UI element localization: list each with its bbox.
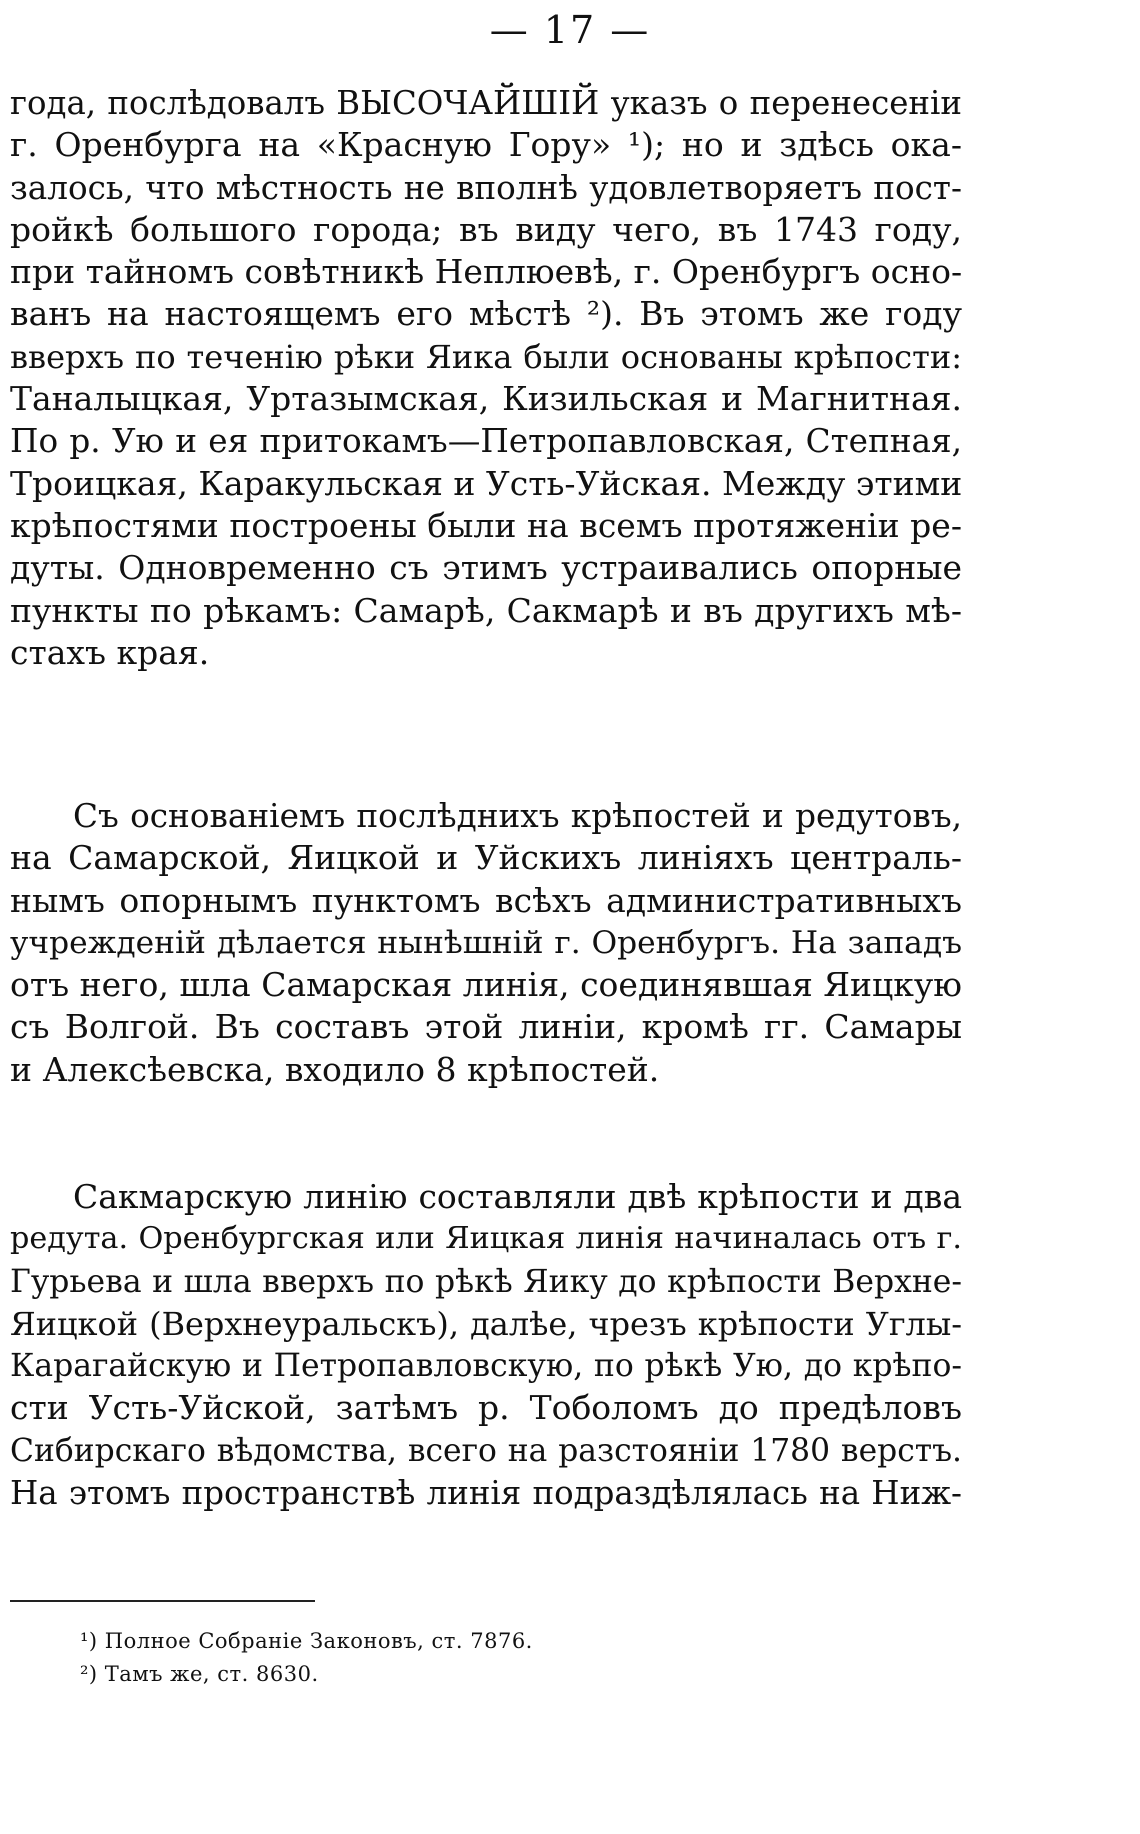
text-line: при тайномъ совѣтникѣ Неплюевѣ, г. Оренбургъ осно- (10, 252, 963, 292)
footnote-divider (10, 1600, 315, 1602)
text-line: Карагайскую и Петропавловскую, по рѣкѣ Ую, до крѣпо- (10, 1348, 962, 1385)
paragraph-1 (10, 82, 962, 674)
text-line: нымъ опорнымъ пунктомъ всѣхъ административныхъ (10, 880, 962, 920)
footnote-1: ¹) Полное Собраніе Законовъ, ст. 7876. (80, 1629, 533, 1653)
text-line: вверхъ по теченію рѣки Яика были основаны крѣпости: (10, 337, 962, 376)
text-line: крѣпостями построены были на всемъ протяженіи ре- (10, 505, 962, 545)
text-line: ванъ на настоящемъ его мѣстѣ ²). Въ этомъ же году (10, 294, 962, 334)
text-line: ройкѣ большого города; въ виду чего, въ 1743 году, (10, 209, 962, 249)
text-line: съ Волгой. Въ составъ этой линіи, кромѣ гг. Самары (10, 1007, 962, 1047)
page-number: — 17 — (489, 8, 651, 52)
text-line: Троицкая, Каракульская и Усть-Уйская. Между этими (10, 463, 963, 503)
text-line: На этомъ пространствѣ линія подраздѣлялась на Ниж- (10, 1474, 962, 1513)
text-line: редута. Оренбургская или Яицкая линія начиналась отъ г. (10, 1221, 962, 1257)
text-line: сти Усть-Уйской, затѣмъ р. Тоболомъ до предѣловъ (10, 1388, 962, 1428)
paragraph-2 (10, 795, 962, 1091)
footnotes (80, 1625, 780, 1691)
text-line: учрежденій дѣлается нынѣшній г. Оренбургъ. На западъ (10, 924, 962, 961)
text-line: стахъ края. (10, 632, 210, 672)
text-line: дуты. Одновременно съ этимъ устраивались опорные (10, 548, 962, 588)
text-line: отъ него, шла Самарская линія, соединявшая Яицкую (10, 965, 962, 1005)
text-line: залось, что мѣстность не вполнѣ удовлетворяетъ пост- (10, 168, 962, 207)
text-line: Сибирскаго вѣдомства, всего на разстояніи 1780 верстъ. (10, 1432, 962, 1469)
footnote-2: ²) Тамъ же, ст. 8630. (80, 1662, 319, 1686)
text-line: на Самарской, Яицкой и Уйскихъ линіяхъ централь- (10, 838, 962, 878)
text-line: г. Оренбурга на «Красную Гору» ¹); но и здѣсь ока- (10, 125, 962, 165)
text-line: Съ основаніемъ послѣднихъ крѣпостей и редутовъ, (73, 797, 962, 835)
text-line: пункты по рѣкамъ: Самарѣ, Сакмарѣ и въ другихъ мѣ- (10, 590, 962, 630)
text-line: Гурьева и шла вверхъ по рѣкѣ Яику до крѣпости Верхне- (10, 1263, 962, 1300)
text-line: Яицкой (Верхнеуральскъ), далѣе, чрезъ крѣпости Углы- (10, 1304, 962, 1343)
text-line: Сакмарскую линію составляли двѣ крѣпости и два (73, 1177, 962, 1216)
text-line: года, послѣдовалъ ВЫСОЧАЙШІЙ указъ о перенесеніи (10, 84, 962, 122)
text-line: Таналыцкая, Уртазымская, Кизильская и Магнитная. (10, 379, 962, 419)
paragraph-3 (10, 1176, 962, 1514)
text-line: По р. Ую и ея притокамъ—Петропавловская, Степная, (10, 422, 962, 461)
text-line: и Алексѣевска, входило 8 крѣпостей. (10, 1049, 660, 1089)
